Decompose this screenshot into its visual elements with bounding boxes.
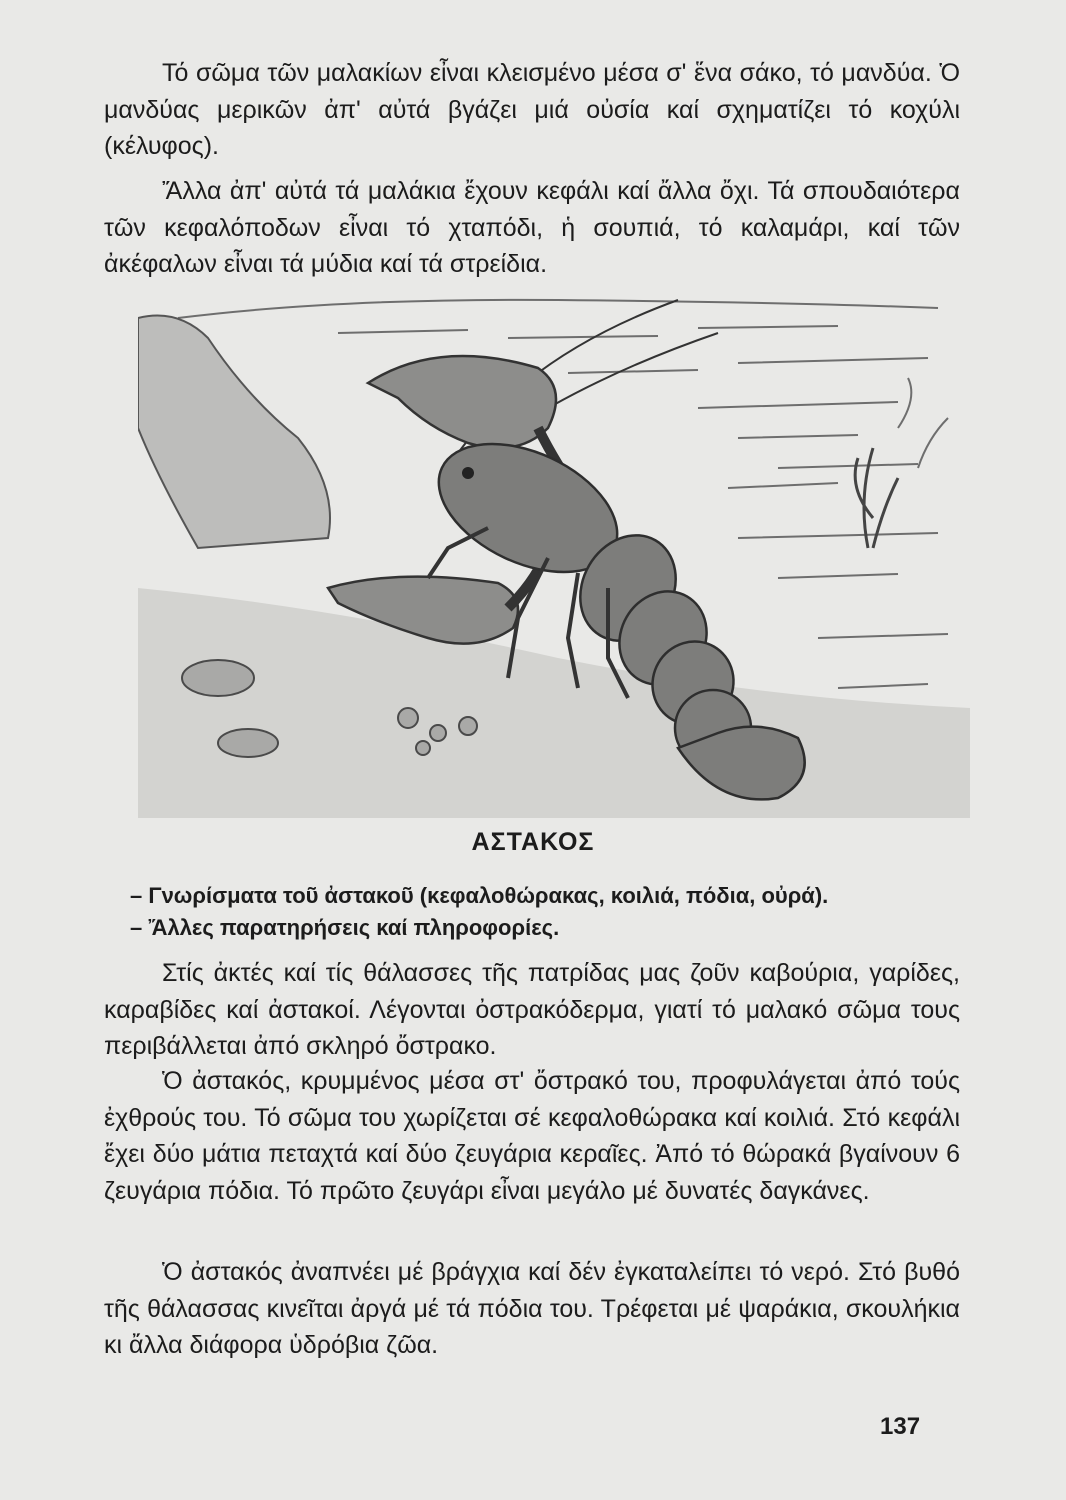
- paragraph-molluscs-types: Ἄλλα ἀπ' αὐτά τά μαλάκια ἔχουν κεφάλι καί ἄλλα ὄχι. Τά σπουδαιότερα τῶν κεφαλόποδων εἶναι τό χταπόδι, ἡ σουπιά, τό καλαμάρι, καί τῶν ἀκέφαλων εἶναι τά μύδια καί τά στρείδια.: [104, 177, 960, 278]
- task-item-features: – Γνωρίσματα τοῦ ἀστακοῦ (κεφαλοθώρακας, κοιλιά, πόδια, οὐρά).: [130, 883, 829, 908]
- task-list: [130, 880, 960, 944]
- task-item-observations: – Ἄλλες παρατηρήσεις καί πληροφορίες.: [130, 915, 560, 940]
- rock-left: [138, 316, 330, 549]
- paragraph-lobster-life: Ὁ ἀστακός ἀναπνέει μέ βράγχια καί δέν ἐγκαταλείπει τό νερό. Στό βυθό τῆς θάλασσας κινεῖται ἀργά μέ τά πόδια του. Τρέφεται μέ ψαράκια, σκουλήκια κι ἄλλα διάφορα ὑδρόβια ζῶα.: [104, 1258, 960, 1359]
- lobster-upper-claw: [368, 356, 556, 448]
- sea-floor: [138, 588, 970, 818]
- page-number: 137: [880, 1413, 921, 1440]
- lobster-illustration-icon: [138, 278, 970, 818]
- lobster-eye: [462, 467, 474, 479]
- paragraph-crustaceans: Στίς ἀκτές καί τίς θάλασσες τῆς πατρίδας μας ζοῦν καβούρια, γαρίδες, καραβίδες καί ἀστακοί. Λέγονται ὀστρακόδερμα, γιατί τό μαλακό σῶμα τους περιβάλλεται ἀπό σκληρό ὄστρακο.: [104, 959, 960, 1060]
- illustration-caption: ΑΣΤΑΚΟΣ: [471, 828, 595, 856]
- paragraph-lobster-body: Ὁ ἀστακός, κρυμμένος μέσα στ' ὄστρακό του, προφυλάγεται ἀπό τούς ἐχθρούς του. Τό σῶμα του χωρίζεται σέ κεφαλοθώρακα καί κοιλιά. Στό κεφάλι ἔχει δύο μάτια πεταχτά καί δύο ζευγάρια κεραῖες. Ἀπό τό θώρακά βγαίνουν 6 ζευγάρια πόδια. Τό πρῶτο ζευγάρι εἶναι μεγάλο μέ δυνατές δαγκάνες.: [104, 1067, 960, 1205]
- paragraph-molluscs-body: Τό σῶμα τῶν μαλακίων εἶναι κλεισμένο μέσα σ' ἕνα σάκο, τό μανδύα. Ὁ μανδύας μερικῶν ἀπ' αὐτά βγάζει μιά οὐσία καί σχηματίζει τό κοχύλι (κέλυφος).: [104, 59, 960, 160]
- seaweed: [855, 448, 898, 548]
